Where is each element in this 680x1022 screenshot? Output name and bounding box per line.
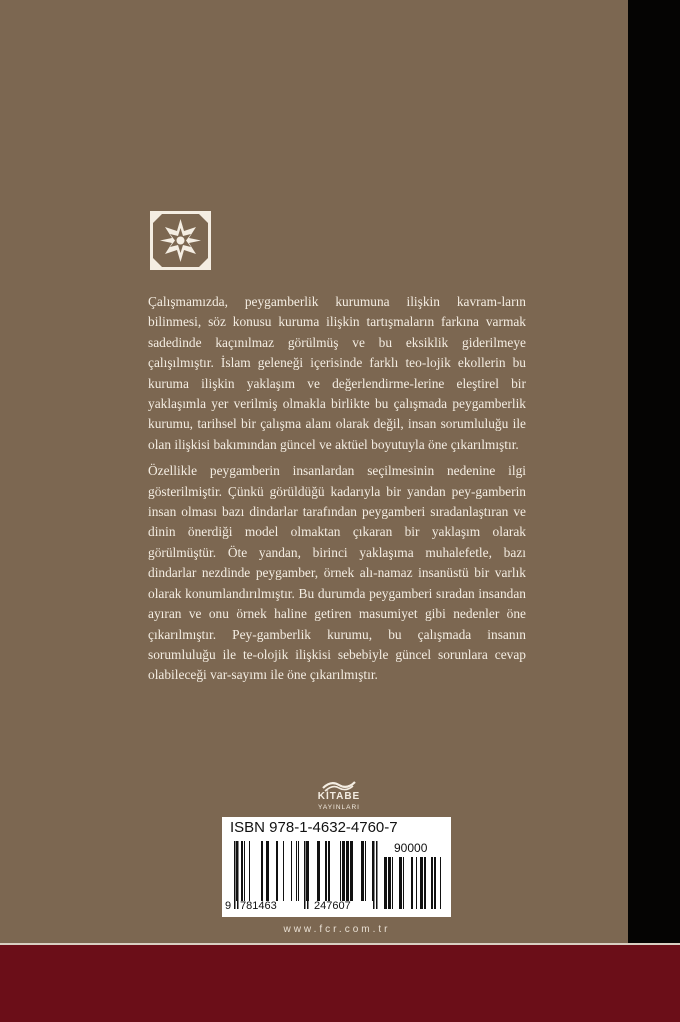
back-cover-text — [148, 292, 526, 692]
isbn-barcode — [222, 817, 451, 917]
website-url: www.fcr.com.tr — [283, 924, 391, 935]
barcode-digits-right: 247607 — [314, 900, 351, 912]
price-code: 90000 — [394, 841, 428, 855]
book-wave-logo-icon — [321, 778, 357, 792]
paragraph-2: Özellikle peygamberin insanlardan seçilmesinin nedenine ilgi gösterilmiştir. Çünkü görüldüğü kadarıyla bir yandan pey-gamberin insan olması bazı dindarlar tarafından peygamberi sıradanlaştıran ve dinin önerdiği model olmaktan çıkaran bir yaklaşım olarak görülmüştür. Öte yandan, birinci yaklaşıma muhalefetle, bazı dindarlar nezdinde peygamber, örnek alı-namaz insanüstü bir varlık olarak konumlandırılmıştır. Bu durumda peygamberi sıradan insandan ayıran ve onu örnek haline getiren masumiyet gibi nedenler öne çıkarılmıştır. Pey-gamberlik kurumu, bu çalışmada insanın sorumluluğu ile te-olojik ilişkisi sebebiyle güncel sorunlara cevap olabileceği var-sayımı ile öne çıkarılmıştır. — [148, 463, 526, 683]
isbn-label: ISBN 978-1-4632-4760-7 — [230, 819, 398, 836]
publisher-name: KİTABE — [317, 791, 361, 802]
barcode-digits-left: 781463 — [240, 900, 277, 912]
publisher-subtitle: YAYINLARI — [318, 804, 360, 811]
islamic-star-ornament-icon — [150, 211, 211, 270]
book-spine — [628, 0, 680, 1020]
publisher-logo — [294, 778, 384, 818]
barcode-digit-first: 9 — [225, 900, 232, 912]
paragraph-1: Çalışmamızda, peygamberlik kurumuna ilişkin kavram-ların bilinmesi, söz konusu kuruma ilişkin tartışmaların farkına varmak sadedinde kaçınılmaz görülmüş ve bu eksiklik giderilmeye çalışılmıştır. İslam geleneği içerisinde farklı teo-lojik ekollerin bu kuruma ilişkin yaklaşım ve değerlendirme-lerine eleştirel bir yaklaşımla yer verilmiş olmakla birlikte bu çalışmada peygamberlik kurumu, tarihsel bir çalışma alanı olarak değil, insan sorumluluğu ile olan ilişkisi bakımından güncel ve aktüel boyutuyla öne çıkarılmıştır. — [148, 294, 526, 452]
bottom-color-band — [0, 943, 680, 1022]
